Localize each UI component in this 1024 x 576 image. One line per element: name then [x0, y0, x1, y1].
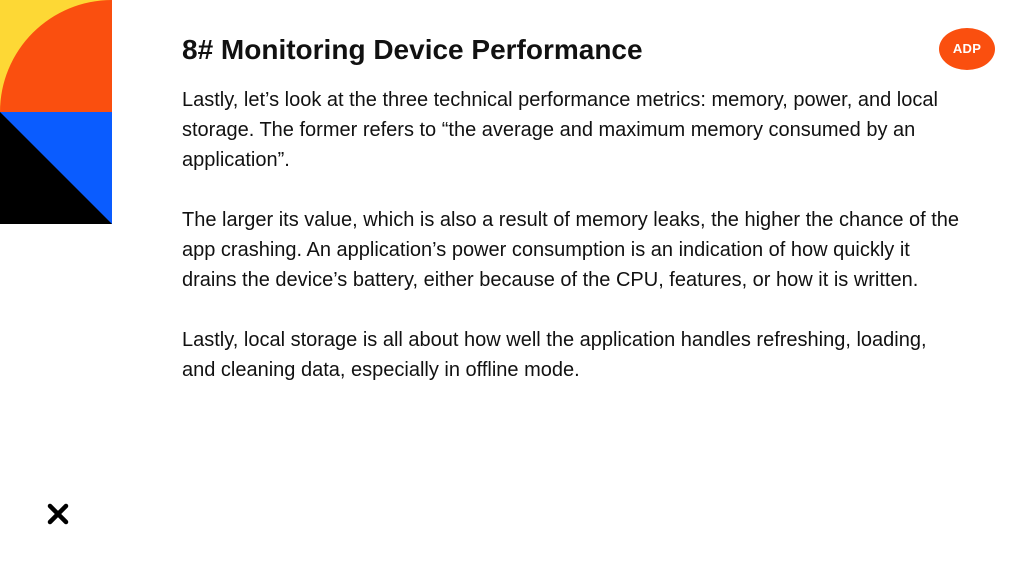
slide-title: 8# Monitoring Device Performance: [182, 34, 643, 65]
paragraph-2: The larger its value, which is also a result of memory leaks, the higher the chance of the app crashing. An application’s power consumption is an indication of how quickly it drains the device’s battery, either because of the CPU, features, or how it is written.: [182, 209, 960, 291]
geometric-shapes-decoration: [0, 0, 112, 224]
adp-logo: ADP: [939, 28, 995, 70]
paragraph-3: Lastly, local storage is all about how well the application handles refreshing, loading, and cleaning data, especially in offline mode.: [182, 329, 927, 381]
x-mark-icon: [44, 500, 72, 528]
paragraph-1: Lastly, let’s look at the three technical performance metrics: memory, power, and local storage. The former refers to “the average and maximum memory consumed by an application”.: [182, 89, 938, 171]
body-text: [182, 85, 962, 415]
